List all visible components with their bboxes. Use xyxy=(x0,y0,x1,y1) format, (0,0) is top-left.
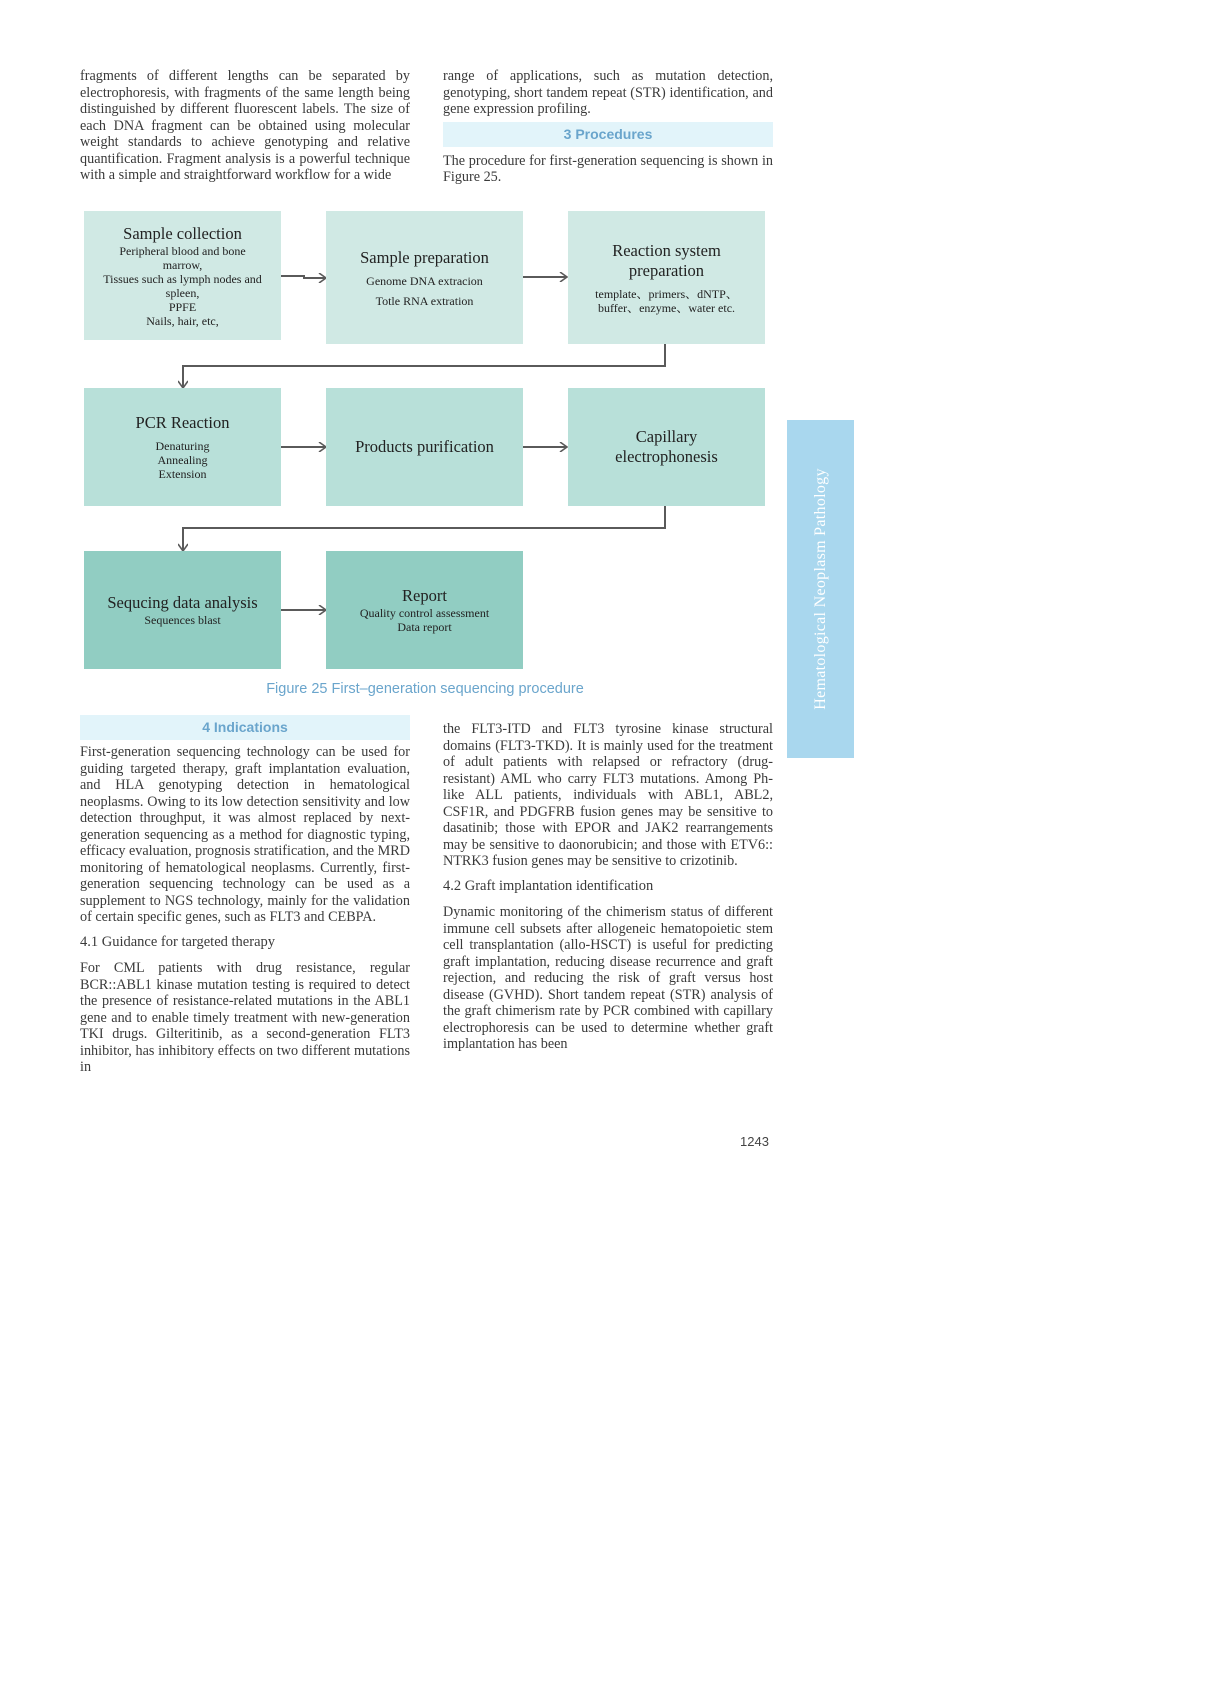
step-detail: PPFE xyxy=(168,299,197,314)
step-detail: Annealing xyxy=(157,453,208,467)
step-report xyxy=(326,551,523,669)
side-tab-label: Hematological Neoplasm Pathology xyxy=(811,468,829,710)
step-pcr-reaction xyxy=(84,388,281,506)
step-title: PCR Reaction xyxy=(135,413,230,432)
connector-electrophoresis-to-analysis xyxy=(183,506,665,551)
step-sample-collection xyxy=(84,211,281,340)
step-title: Capillary electrophonesis xyxy=(615,427,718,466)
step-detail: Quality control assessment xyxy=(359,606,490,620)
step-title: Reaction system preparation xyxy=(612,240,721,280)
chapter-side-tab xyxy=(787,420,854,758)
step-detail: buffer、enzyme、water etc. xyxy=(597,300,736,315)
body-paragraph: fragments of different lengths can be separated by electrophoresis, with fragments of the same length being distinguished by different fluorescent labels. The size of each DNA fragment can be obtained using molecular weight standards to achieve genotyping and relative quantification. Fragment analysis is a powerful technique with a simple and straightforward workflow for a wide xyxy=(80,68,410,183)
step-title: Sample collection xyxy=(123,223,242,243)
step-sequencing-data-analysis xyxy=(84,551,281,669)
step-reaction-system-preparation xyxy=(568,211,765,344)
step-title: Sequcing data analysis xyxy=(107,593,258,612)
body-paragraph: First-generation sequencing technology can be used for guiding targeted therapy, graft implantation evaluation, and HLA genotyping detection in hematological neoplasms. Owing to its low detection sensitivity and low detection throughput, it was almost replaced by next-generation sequencing as a method for diagnostic typing, efficacy evaluation, prognosis stratification, and the MRD monitoring of hematological neoplasms. Currently, first-generation sequencing technology can be used as a supplement to NGS technology, mainly for the validation of certain specific genes, such as FLT3 and CEBPA. xyxy=(80,744,410,925)
step-capillary-electrophoresis xyxy=(568,388,765,506)
step-detail: Tissues such as lymph nodes and spleen, xyxy=(103,271,262,300)
step-detail: Totle RNA extration xyxy=(375,293,474,308)
step-detail: Sequences blast xyxy=(144,613,221,627)
step-detail: Genome DNA extracion xyxy=(366,273,483,288)
step-detail: Nails, hair, etc, xyxy=(146,313,219,328)
body-paragraph: The procedure for first-generation sequencing is shown in Figure 25. xyxy=(443,152,773,185)
body-paragraph: range of applications, such as mutation detection, genotyping, short tandem repeat (STR) identification, and gene expression profiling. xyxy=(443,68,773,117)
step-detail: Denaturing xyxy=(155,439,210,453)
subheading-graft-implantation: 4.2 Graft implantation identification xyxy=(443,877,654,894)
body-paragraph: For CML patients with drug resistance, regular BCR::ABL1 kinase mutation testing is required to detect the presence of resistance-related mutations in the ABL1 gene and to enable timely treatment with new-generation TKI drugs. Gilteritinib, as a second-generation FLT3 inhibitor, has inhibitory effects on two different mutations in xyxy=(80,960,410,1075)
step-products-purification xyxy=(326,388,523,506)
section-heading-indications: 4 Indications xyxy=(80,715,410,740)
step-detail: Data report xyxy=(397,620,452,634)
step-sample-preparation xyxy=(326,211,523,344)
right-bottom-column xyxy=(443,721,773,1061)
subheading-targeted-therapy: 4.1 Guidance for targeted therapy xyxy=(80,933,275,950)
step-title: Products purification xyxy=(355,437,494,456)
step-detail: Extension xyxy=(158,467,207,481)
left-bottom-column xyxy=(80,711,410,1084)
step-title: Report xyxy=(402,586,447,605)
body-paragraph: Dynamic monitoring of the chimerism status of different immune cell subsets after allogeneic hematopoietic stem cell transplantation (allo-HSCT) is useful for predicting graft implantation, reducing disease recurrence and graft rejection, and reducing the risk of graft versus host disease (GVHD). Short tandem repeat (STR) analysis of the graft chimerism rate by PCR combined with capillary electrophoresis can be used to determine whether graft implantation has been xyxy=(443,904,773,1052)
step-title: Sample preparation xyxy=(360,247,489,267)
step-detail: Peripheral blood and bone marrow, xyxy=(119,243,246,272)
section-heading-procedures: 3 Procedures xyxy=(443,122,773,147)
body-paragraph: the FLT3-ITD and FLT3 tyrosine kinase structural domains (FLT3-TKD). It is mainly used for the treatment of adult patients with relapsed or refractory (drug-resistant) AML who carry FLT3 mutations. Among Ph-like ALL patients, individuals with ABL1, ABL2, CSF1R, and PDGFRB fusion genes may be sensitive to dasatinib; those with EPOR and JAK2 rearrangements may be sensitive to daonorubicin; and those with ETV6:: NTRK3 fusion genes may be sensitive to crizotinib. xyxy=(443,721,773,869)
page-number: 1243 xyxy=(740,1134,769,1149)
figure-caption: Figure 25 First–generation sequencing procedure xyxy=(266,681,584,697)
connector-reaction-system-to-pcr xyxy=(183,344,665,388)
step-detail: template、primers、dNTP、 xyxy=(595,286,738,301)
arrow-collection-to-preparation xyxy=(281,276,326,278)
